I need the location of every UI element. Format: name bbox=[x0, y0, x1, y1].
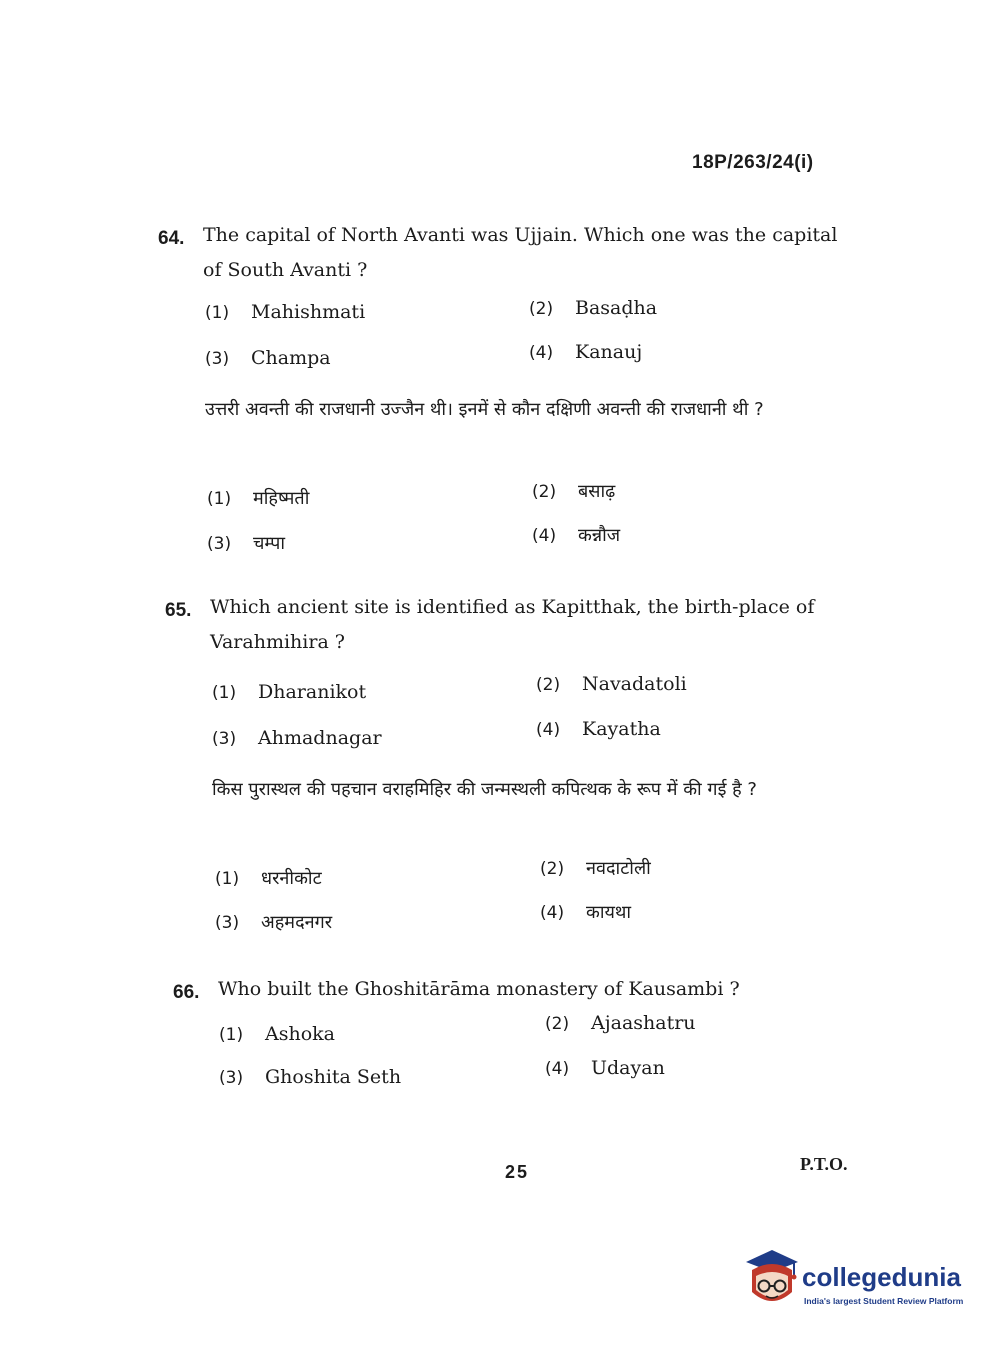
option-4-en: (4) Kayatha bbox=[536, 718, 661, 740]
option-4-en: (4) Kanauj bbox=[529, 341, 643, 363]
option-3-en: (3) Champa bbox=[205, 347, 331, 369]
option-3-en: (3) Ghoshita Seth bbox=[219, 1066, 402, 1088]
option-1-hi: (1) धरनीकोट bbox=[215, 868, 322, 889]
collegedunia-logo bbox=[742, 1248, 972, 1312]
option-3-en: (3) Ahmadnagar bbox=[212, 727, 382, 749]
option-2-en: (2) Basaḍha bbox=[529, 297, 658, 319]
option-4-en: (4) Udayan bbox=[545, 1057, 665, 1079]
logo-tagline: India's largest Student Review Platform bbox=[804, 1296, 964, 1306]
option-2-hi: (2) नवदाटोली bbox=[540, 858, 651, 879]
option-3-hi: (3) चम्पा bbox=[207, 533, 286, 554]
question-number: 65. bbox=[165, 600, 192, 621]
option-3-hi: (3) अहमदनगर bbox=[215, 912, 333, 933]
question-text-hi: उत्तरी अवन्ती की राजधानी उज्जैन थी। इनमें से कौन दक्षिणी अवन्ती की राजधानी थी ? bbox=[205, 399, 764, 420]
option-2-en: (2) Ajaashatru bbox=[545, 1012, 696, 1034]
option-4-hi: (4) कन्नौज bbox=[532, 525, 621, 546]
pto-label: P.T.O. bbox=[800, 1154, 848, 1174]
question-text-en: Which ancient site is identified as Kapitthak, the birth-place of Varahmihira ? bbox=[210, 596, 815, 653]
mascot-icon bbox=[742, 1248, 802, 1312]
option-1-en: (1) Ashoka bbox=[219, 1023, 335, 1045]
page-number: 25 bbox=[505, 1162, 530, 1182]
option-1-hi: (1) महिष्मती bbox=[207, 488, 310, 509]
option-2-en: (2) Navadatoli bbox=[536, 673, 687, 695]
option-1-en: (1) Dharanikot bbox=[212, 681, 367, 703]
option-1-en: (1) Mahishmati bbox=[205, 301, 366, 323]
paper-code: 18P/263/24(i) bbox=[692, 152, 814, 173]
question-text-en: Who built the Ghoshitārāma monastery of Kausambi ? bbox=[218, 978, 740, 1000]
question-text-hi: किस पुरास्थल की पहचान वराहमिहिर की जन्मस्थली कपित्थक के रूप में की गई है ? bbox=[212, 779, 757, 800]
option-2-hi: (2) बसाढ़ bbox=[532, 481, 616, 502]
option-4-hi: (4) कायथा bbox=[540, 902, 632, 923]
question-number: 64. bbox=[158, 228, 185, 249]
question-text-en: The capital of North Avanti was Ujjain. Which one was the capital of South Avanti ? bbox=[203, 224, 838, 281]
question-number: 66. bbox=[173, 982, 200, 1003]
logo-wordmark: collegedunia bbox=[802, 1262, 961, 1292]
